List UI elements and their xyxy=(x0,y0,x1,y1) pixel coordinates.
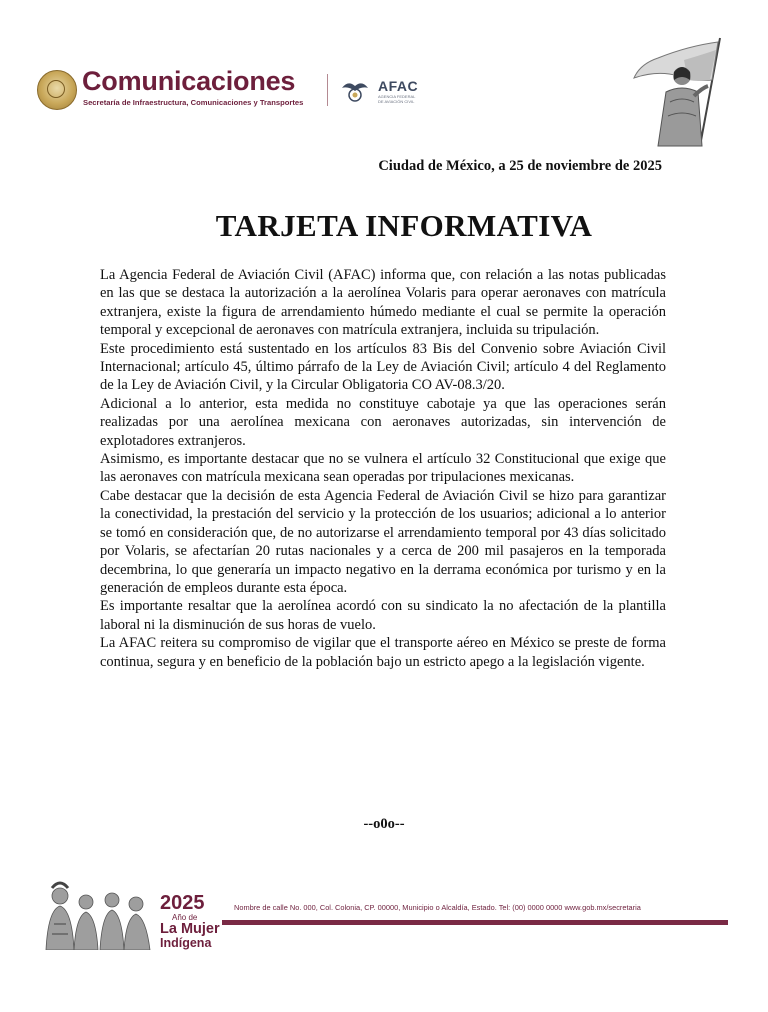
afac-eagle-logo-icon xyxy=(340,78,370,104)
year-caption: Año de xyxy=(172,913,198,922)
flag-bearer-woman-illustration xyxy=(628,36,730,148)
motto-line-1: La Mujer xyxy=(160,921,220,937)
motto-line-2: Indígena xyxy=(160,936,212,950)
body-paragraph: Adicional a lo anterior, esta medida no constituye cabotaje ya que las operaciones serán realizadas por una aerolínea mexicana con aeronaves autorizadas, sin intervención de explotadores extranjeros. xyxy=(100,395,666,449)
indigenous-women-illustration xyxy=(40,876,158,950)
coat-of-arms-seal-icon xyxy=(37,70,77,110)
afac-acronym: AFAC xyxy=(378,78,419,94)
letterhead xyxy=(0,0,768,160)
body-paragraph: Asimismo, es importante destacar que no se vulnera el artículo 32 Constitucional que exige que las aeronaves con matrícula mexicana sean operadas por tripulaciones mexicanas. xyxy=(100,451,666,486)
body-paragraph: Es importante resaltar que la aerolínea acordó con su sindicato la no afectación de la plantilla laboral ni la disminución de sus horas de vuelo. xyxy=(100,598,666,633)
brand-name: Comunicaciones xyxy=(82,66,296,96)
document-date: Ciudad de México, a 25 de noviembre de 2025 xyxy=(378,158,662,174)
closing-mark: --o0o-- xyxy=(363,816,405,832)
logo-divider xyxy=(327,74,328,106)
year-label: 2025 xyxy=(160,892,205,914)
footer-rule xyxy=(222,920,728,925)
afac-full-name: AGENCIA FEDERAL DE AVIACIÓN CIVIL xyxy=(378,94,416,104)
body-paragraph: Este procedimiento está sustentado en los artículos 83 Bis del Convenio sobre Aviación Civil Internacional; artículo 45, último párrafo de la Ley de Aviación Civil; artículo 4 del Reglamento de la Ley de Aviación Civil, y la Circular Obligatoria CO AV-08.3/20. xyxy=(100,340,666,394)
document-title: TARJETA INFORMATIVA xyxy=(215,208,593,243)
body-paragraph: La AFAC reitera su compromiso de vigilar que el transporte aéreo en México se preste de forma continua, segura y en beneficio de la población bajo un estricto apego a la legislación vigente. xyxy=(100,635,666,670)
footer-address: Nombre de calle No. 000, Col. Colonia, CP. 00000, Municipio o Alcaldía, Estado. Tel: (00) 0000 0000 www.gob.mx/secretaria xyxy=(234,903,641,912)
brand-subtitle: Secretaría de Infraestructura, Comunicaciones y Transportes xyxy=(83,98,304,107)
document-body xyxy=(100,266,666,671)
body-paragraph: La Agencia Federal de Aviación Civil (AFAC) informa que, con relación a las notas publicadas en las que se destaca la autorización a la aerolínea Volaris para operar aeronaves con matrícula extranjera, existe la figura de arrendamiento húmedo mediante el cual se permite la operación temporal y excepcional de aeronaves con matrícula extranjera, incluida su tripulación. xyxy=(100,267,666,339)
body-paragraph: Cabe destacar que la decisión de esta Agencia Federal de Aviación Civil se hizo para garantizar la conectividad, la prestación del servicio y la protección de los usuarios; adicional a lo anterior se tomó en consideración que, de no autorizarse el arrendamiento temporal por 43 días solicitado por Volaris, se afectarían 20 rutas nacionales y a cerca de 200 mil pasajeros en la temporada decembrina, lo que generaría un impacto negativo en la derrama económica por turismo y en la generación de empleos durante esta época. xyxy=(100,487,666,596)
